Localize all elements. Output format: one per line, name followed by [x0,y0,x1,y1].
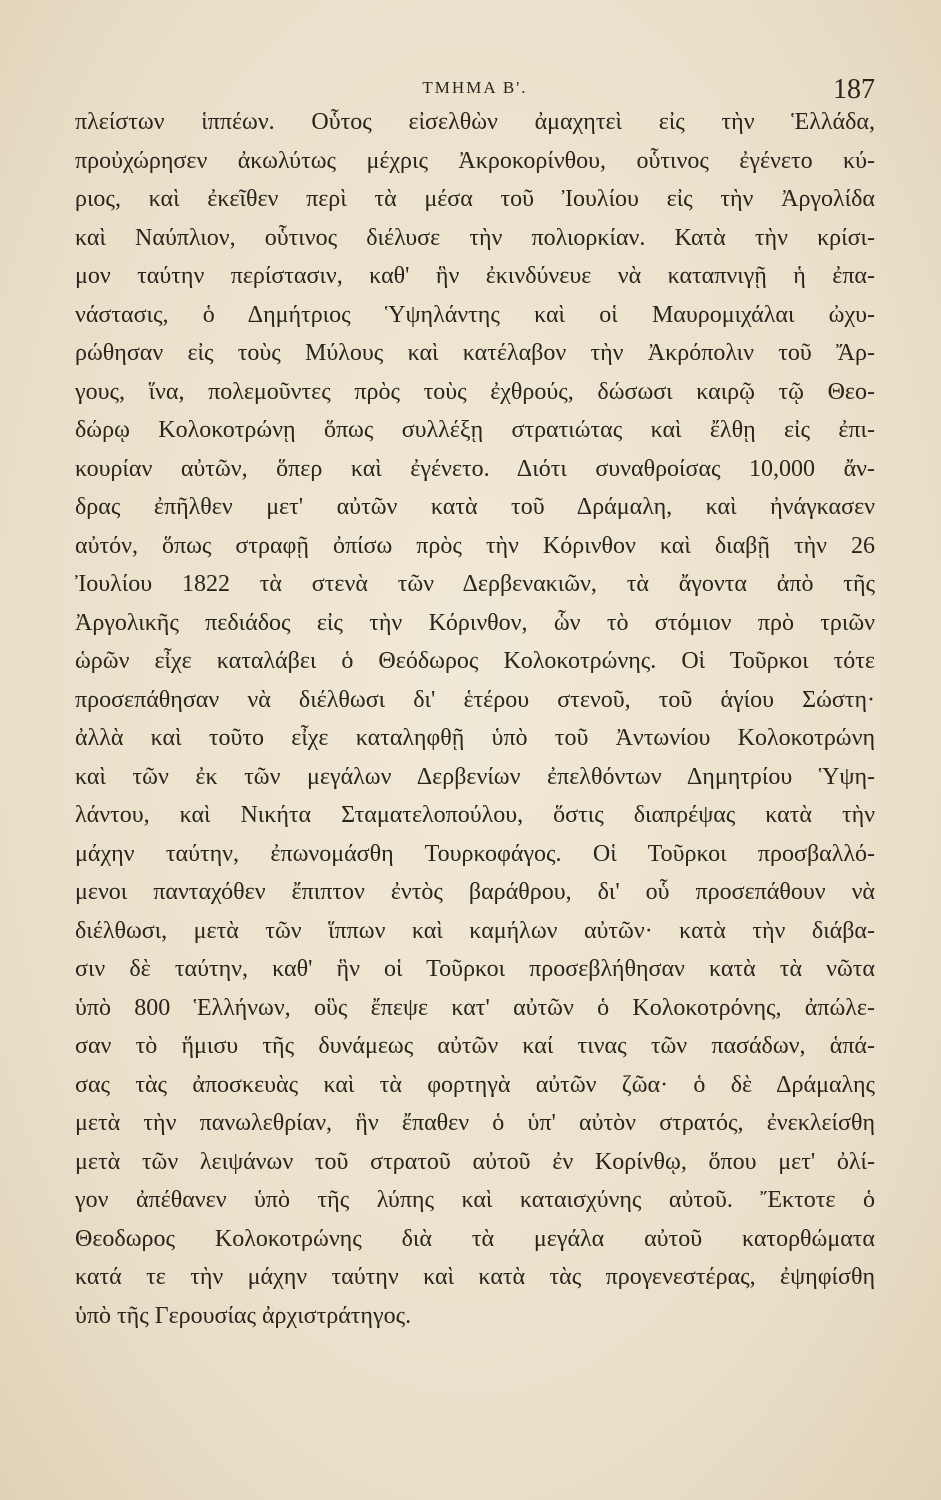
text-line: προσεπάθησαν νὰ διέλθωσι δι' ἑτέρου στενοῦ, τοῦ ἁγίου Σώστη· [75,686,875,713]
text-line: ὡρῶν εἶχε καταλάβει ὁ Θεόδωρος Κολοκοτρώνης. Οἱ Τοῦρκοι τότε [75,648,875,674]
text-line: διέλθωσι, μετὰ τῶν ἵππων καὶ καμήλων αὐτῶν· κατὰ τὴν διάβα- [75,917,875,944]
text-line: γους, ἵνα, πολεμοῦντες πρὸς τοὺς ἐχθρούς, δώσωσι καιρῷ τῷ Θεο- [75,378,875,405]
text-line: μάχην ταύτην, ἐπωνομάσθη Τουρκοφάγος. Οἱ Τοῦρκοι προσβαλλό- [75,840,875,867]
text-line: αὐτόν, ὅπως στραφῇ ὀπίσω πρὸς τὴν Κόρινθον καὶ διαβῇ τὴν 26 [75,532,875,559]
text-line: λάντου, καὶ Νικήτα Σταματελοπούλου, ὅστις διαπρέψας κατὰ τὴν [75,802,875,828]
text-line: καὶ τῶν ἐκ τῶν μεγάλων Δερβενίων ἐπελθόντων Δημητρίου Ὑψη- [75,763,875,790]
body-text [75,103,875,1335]
text-line: ὑπὸ 800 Ἑλλήνων, οὓς ἔπεψε κατ' αὐτῶν ὁ Κολοκοτρόνης, ἀπώλε- [75,994,875,1021]
text-line: Ἀργολικῆς πεδιάδος εἰς τὴν Κόρινθον, ὧν τὸ στόμιον πρὸ τριῶν [75,609,875,636]
text-line: πλείστων ἱππέων. Οὗτος εἰσελθὼν ἀμαχητεὶ εἰς τὴν Ἑλλάδα, [75,109,875,135]
text-line: δρας ἐπῆλθεν μετ' αὐτῶν κατὰ τοῦ Δράμαλη, καὶ ἠνάγκασεν [75,494,875,520]
text-line: προὐχώρησεν ἀκωλύτως μέχρις Ἀκροκορίνθου, οὗτινος ἐγένετο κύ- [75,147,875,174]
text-line: Θεοδωρος Κολοκοτρώνης διὰ τὰ μεγάλα αὐτοῦ κατορθώματα [75,1225,875,1252]
text-line: κουρίαν αὐτῶν, ὅπερ καὶ ἐγένετο. Διότι συναθροίσας 10,000 ἄν- [75,455,875,482]
section-heading: ΤΜΗΜΑ Β'. [422,78,528,97]
text-line: νάστασις, ὁ Δημήτριος Ὑψηλάντης καὶ οἱ Μαυρομιχάλαι ὠχυ- [75,301,875,328]
text-line: ἀλλὰ καὶ τοῦτο εἶχε καταληφθῇ ὑπὸ τοῦ Ἀντωνίου Κολοκοτρώνη [75,725,875,751]
text-line: σιν δὲ ταύτην, καθ' ἣν οἱ Τοῦρκοι προσεβλήθησαν κατὰ τὰ νῶτα [75,956,875,982]
text-line: μενοι πανταχόθεν ἔπιπτον ἐντὸς βαράθρου, δι' οὗ προσεπάθουν νὰ [75,879,875,905]
text-line: κατά τε τὴν μάχην ταύτην καὶ κατὰ τὰς προγενεστέρας, ἐψηφίσθη [75,1264,875,1290]
text-line: ριος, καὶ ἐκεῖθεν περὶ τὰ μέσα τοῦ Ἰουλίου εἰς τὴν Ἀργολίδα [75,186,875,212]
text-line: μον ταύτην περίστασιν, καθ' ἣν ἐκινδύνευε νὰ καταπνιγῇ ἡ ἐπα- [75,263,875,289]
text-line: μετὰ τῶν λειψάνων τοῦ στρατοῦ αὐτοῦ ἐν Κορίνθῳ, ὅπου μετ' ὀλί- [75,1148,875,1175]
text-line: καὶ Ναύπλιον, οὗτινος διέλυσε τὴν πολιορκίαν. Κατὰ τὴν κρίσι- [75,224,875,251]
text-line: ρώθησαν εἰς τοὺς Μύλους καὶ κατέλαβον τὴν Ἀκρόπολιν τοῦ Ἄρ- [75,340,875,366]
text-line: Ἰουλίου 1822 τὰ στενὰ τῶν Δερβενακιῶν, τὰ ἄγοντα ἀπὸ τῆς [75,571,875,597]
text-line: γον ἀπέθανεν ὑπὸ τῆς λύπης καὶ καταισχύνης αὐτοῦ. Ἔκτοτε ὁ [75,1187,875,1213]
text-line: ὑπὸ τῆς Γερουσίας ἀρχιστράτηγος. [75,1302,412,1329]
text-line: σαν τὸ ἥμισυ τῆς δυνάμεως αὐτῶν καί τινας τῶν πασάδων, ἁπά- [75,1033,875,1059]
page-number: 187 [833,74,875,105]
text-line: μετὰ τὴν πανωλεθρίαν, ἣν ἔπαθεν ὁ ὑπ' αὐτὸν στρατός, ἐνεκλείσθη [75,1110,875,1136]
text-line: δώρῳ Κολοκοτρώνῃ ὅπως συλλέξῃ στρατιώτας καὶ ἔλθῃ εἰς ἐπι- [75,417,875,443]
text-line: σας τὰς ἀποσκευὰς καὶ τὰ φορτηγὰ αὐτῶν ζῶα· ὁ δὲ Δράμαλης [75,1071,875,1098]
